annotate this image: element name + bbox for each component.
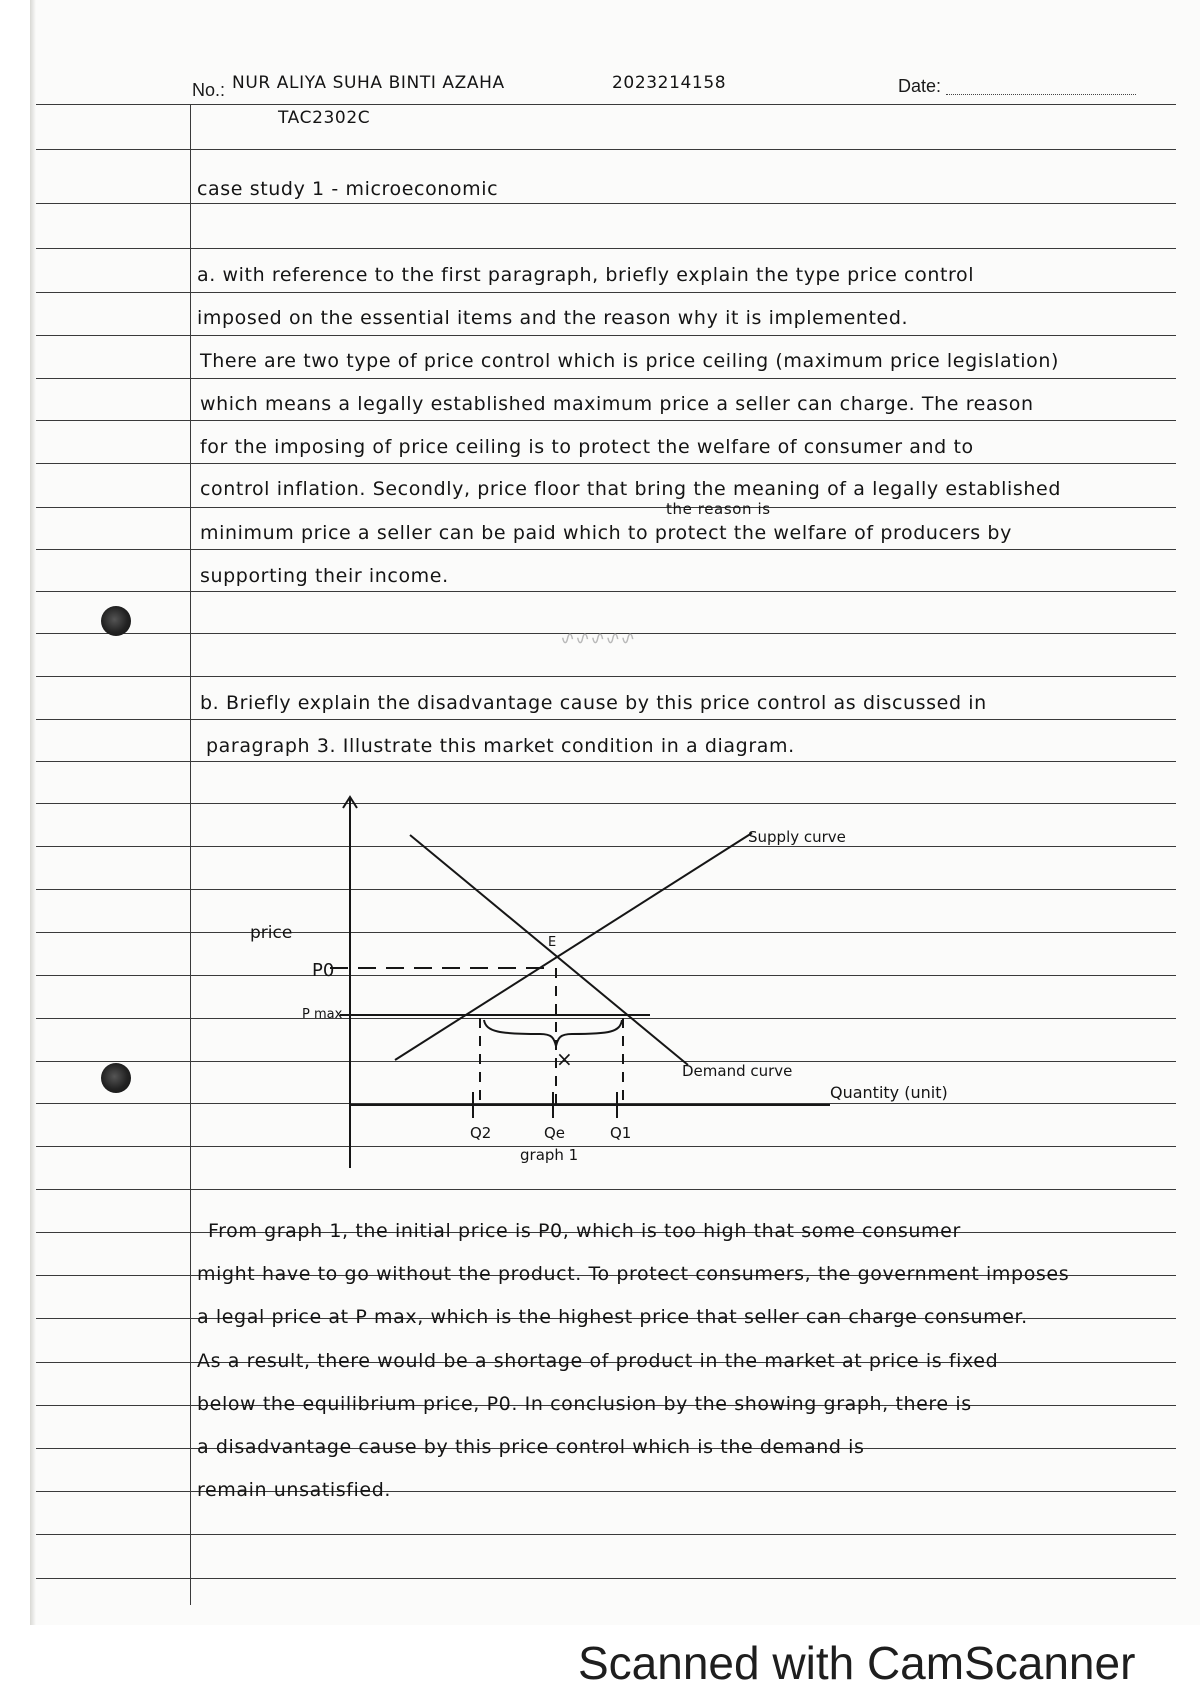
answer-b-line: As a result, there would be a shortage of product in the market at price is fixed [197,1350,999,1372]
student-name: NUR ALIYA SUHA BINTI AZAHA [232,73,505,93]
date-label: Date: [898,76,942,96]
answer-b-line: remain unsatisfied. [197,1479,392,1501]
page-title: case study 1 - microeconomic [197,178,499,200]
q1-label: Q1 [610,1124,632,1142]
answer-a-line: supporting their income. [200,565,449,587]
demand-curve-label: Demand curve [682,1062,793,1080]
student-id: 2023214158 [612,73,727,93]
equilibrium-label: E [548,935,557,950]
question-a-line: imposed on the essential items and the reason why it is implemented. [197,307,909,329]
answer-b-line: From graph 1, the initial price is P0, which is too high that some consumer [208,1220,961,1242]
scanner-watermark: Scanned with CamScanner [578,1637,1136,1689]
demand-curve [410,835,688,1065]
answer-b-line: below the equilibrium price, P0. In conclusion by the showing graph, there is [197,1393,972,1415]
answer-b-line: a legal price at P max, which is the highest price that seller can charge consumer. [197,1306,1028,1328]
supply-curve-label: Supply curve [748,828,846,846]
shortage-mark: × [556,1047,573,1071]
answer-a-line: for the imposing of price ceiling is to protect the welfare of consumer and to [200,436,974,458]
quantity-axis-label: Quantity (unit) [830,1083,948,1102]
price-axis-label: price [250,923,293,943]
graph-caption: graph 1 [520,1146,579,1164]
qe-label: Qe [544,1124,566,1142]
answer-b-line: a disadvantage cause by this price control which is the demand is [197,1436,865,1458]
answer-a-line: minimum price a seller can be paid which to protect the welfare of producers by [200,522,1012,544]
show-through-smudge: ∿∿∿∿∿ [560,628,636,649]
shortage-brace [484,1020,622,1046]
answer-a-insertion: the reason is [666,500,771,518]
answer-a-line: There are two type of price control which is price ceiling (maximum price legislation) [200,350,1060,372]
student-class: TAC2302C [278,108,371,128]
answer-b-line: might have to go without the product. To protect consumers, the government imposes [197,1263,1070,1285]
answer-a-line: which means a legally established maximum price a seller can charge. The reason [200,393,1034,415]
question-b-line: paragraph 3. Illustrate this market condition in a diagram. [206,735,795,757]
question-b-line: b. Briefly explain the disadvantage cause by this price control as discussed in [200,692,987,714]
answer-a-line: control inflation. Secondly, price floor that bring the meaning of a legally established [200,478,1062,500]
question-a-line: a. with reference to the first paragraph, briefly explain the type price control [197,264,975,286]
no-label: No.: [192,80,226,100]
pmax-label: P max [302,1007,343,1022]
q2-label: Q2 [470,1124,492,1142]
p0-label: P0 [312,960,335,981]
